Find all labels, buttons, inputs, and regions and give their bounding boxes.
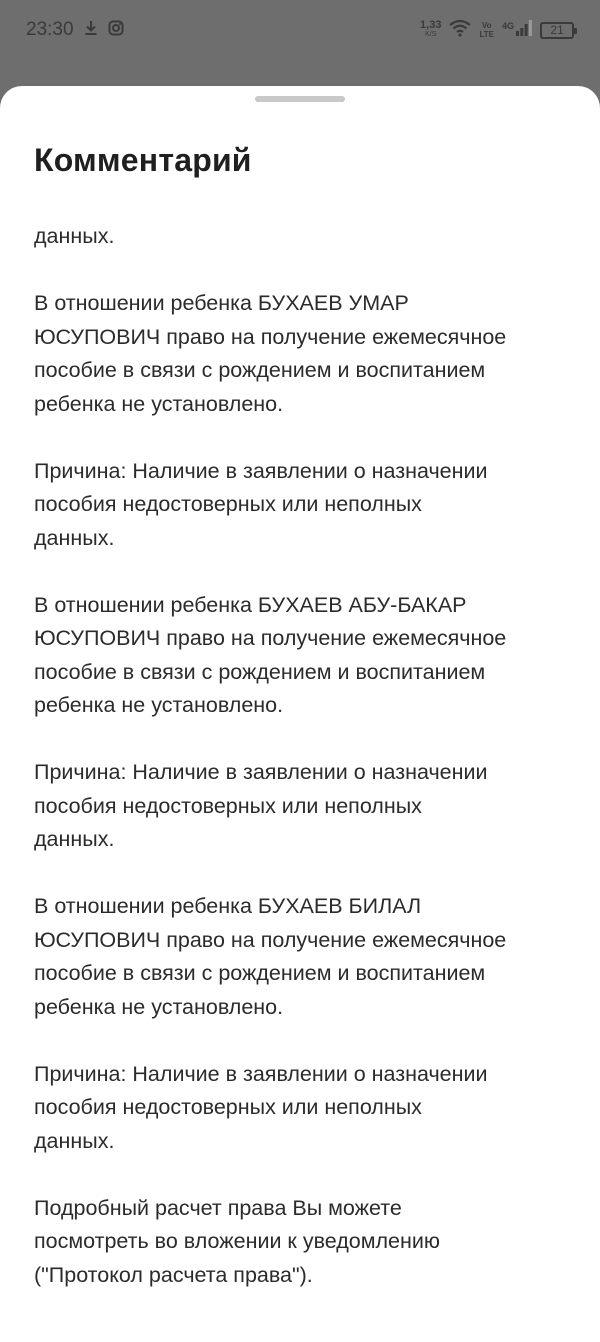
wifi-icon: [449, 19, 471, 42]
comment-paragraph: В отношении ребенка БУХАЕВ АБУ-БАКАР ЮСУПОВИЧ право на получение ежемесячное пособие в связи с рождением и воспитанием ребенка не установлено.: [34, 592, 507, 717]
battery-icon: [540, 22, 574, 39]
status-bar: [0, 0, 600, 60]
network-type: 4G: [501, 20, 514, 31]
comment-bottom-sheet: [0, 86, 600, 1342]
signal-bars-icon: [516, 20, 532, 41]
status-right: [420, 19, 574, 42]
volte-indicator: [479, 21, 494, 39]
signal-indicator: [502, 20, 532, 41]
sheet-title: Комментарий: [34, 142, 252, 178]
net-speed: [420, 21, 441, 39]
net-speed-value: 1,33: [420, 19, 442, 31]
comment-paragraph: данных.: [34, 224, 115, 248]
sheet-drag-handle[interactable]: [255, 96, 345, 102]
comment-paragraph: Причина: Наличие в заявлении о назначении пособия недостоверных или неполных данных.: [34, 760, 488, 851]
volte-bottom: LTE: [479, 30, 494, 39]
comment-paragraph: В отношении ребенка БУХАЕВ УМАР ЮСУПОВИЧ право на получение ежемесячное пособие в связи с рождением и воспитанием ребенка не установлено.: [34, 291, 507, 416]
volte-top: Vo: [481, 21, 492, 30]
comment-paragraph: Причина: Наличие в заявлении о назначении пособия недостоверных или неполных данных.: [34, 458, 488, 550]
status-time: 23:30: [26, 19, 74, 40]
instagram-icon: [108, 20, 124, 41]
download-icon: [84, 20, 98, 41]
battery-level: 21: [550, 23, 564, 37]
comment-text: [34, 220, 574, 1326]
comment-paragraph: Подробный расчет права Вы можете посмотреть во вложении к уведомлению ("Протокол расчета права").: [34, 1195, 441, 1287]
net-speed-unit: K/S: [425, 31, 437, 38]
status-left: [26, 19, 124, 41]
comment-paragraph: В отношении ребенка БУХАЕВ БИЛАЛ ЮСУПОВИЧ право на получение ежемесячное пособие в связи с рождением и воспитанием ребенка не установлено.: [34, 894, 507, 1019]
comment-paragraph: Причина: Наличие в заявлении о назначении пособия недостоверных или неполных данных.: [34, 1061, 488, 1153]
